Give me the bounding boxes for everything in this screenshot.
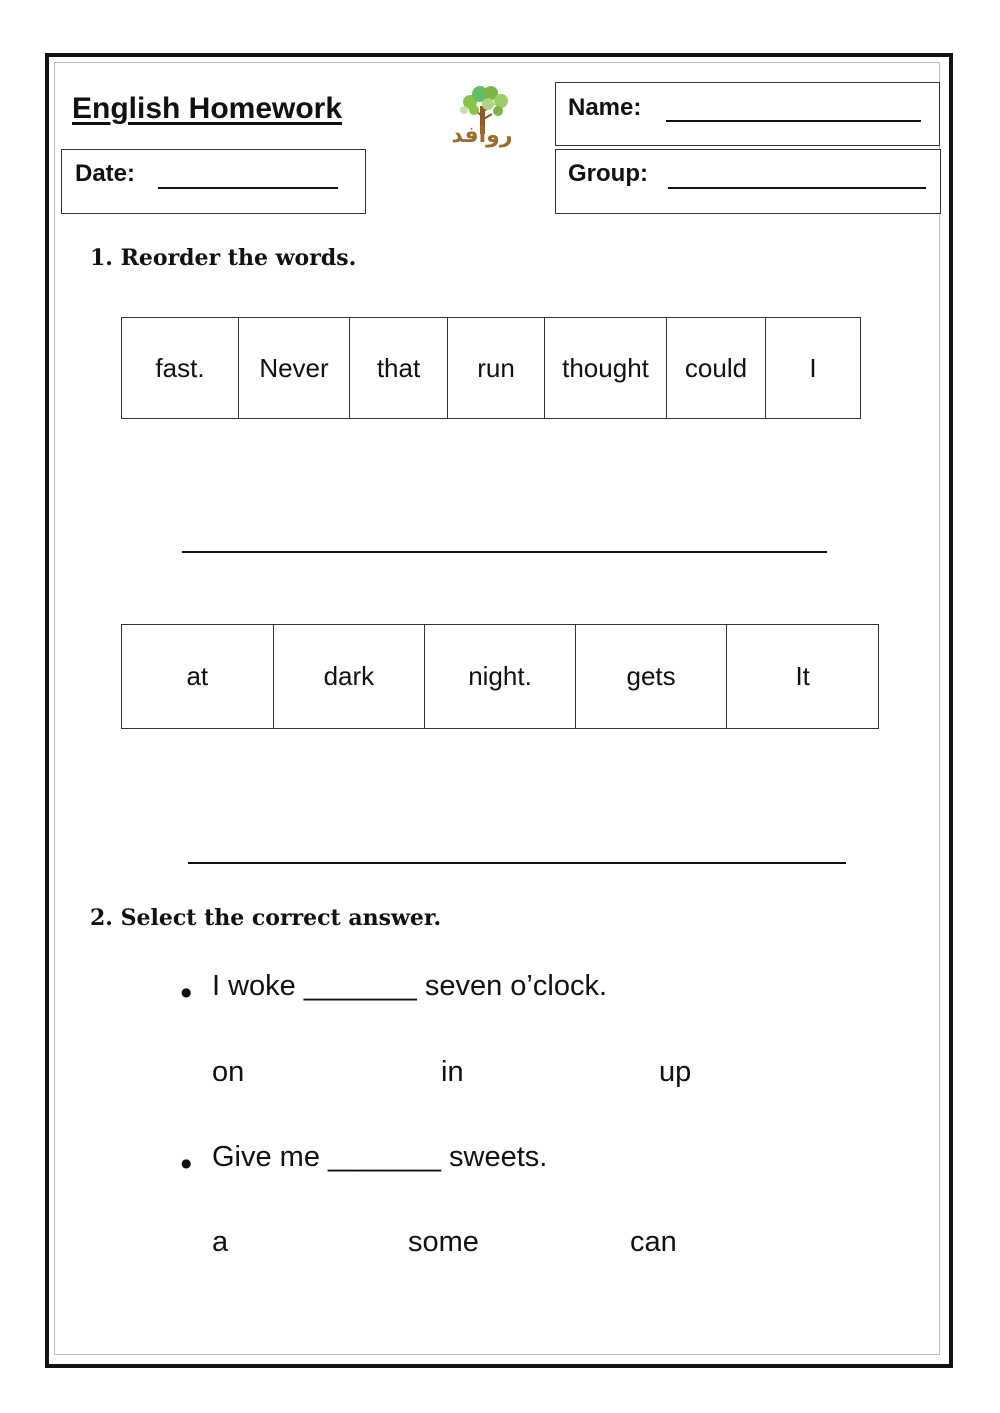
word-cell[interactable]: thought: [545, 318, 667, 418]
word-cell[interactable]: I: [809, 352, 817, 383]
question-1-blank[interactable]: _______: [303, 970, 417, 1002]
question-1-before: I woke: [212, 970, 296, 1002]
word-cell[interactable]: gets: [576, 625, 728, 728]
date-label: Date:: [75, 160, 136, 187]
section-2-heading: 2. Select the correct answer.: [90, 905, 442, 931]
word-cell[interactable]: could: [667, 318, 766, 418]
question-2-before: Give me: [212, 1141, 320, 1173]
bullet-icon: ●: [181, 1156, 192, 1170]
question-2-option-can[interactable]: can: [630, 1226, 677, 1258]
page-title: English Homework: [72, 92, 343, 125]
group-box: [555, 149, 941, 214]
question-2-after: sweets.: [449, 1141, 548, 1173]
section-1-heading: 1. Reorder the words.: [90, 245, 357, 271]
date-field[interactable]: [158, 187, 338, 189]
question-1-option-up[interactable]: up: [659, 1056, 692, 1088]
school-logo: [428, 84, 538, 154]
name-box: [555, 82, 940, 146]
question-2-option-a[interactable]: a: [212, 1226, 229, 1258]
word-row-1: [121, 317, 861, 419]
word-cell[interactable]: at: [122, 625, 274, 728]
word-cell[interactable]: fast.: [122, 318, 239, 418]
word-cell[interactable]: that: [350, 318, 448, 418]
answer-line-2[interactable]: [188, 862, 846, 864]
name-label: Name:: [568, 94, 642, 121]
group-field[interactable]: [668, 187, 926, 189]
date-box: [61, 149, 366, 214]
question-2-blank[interactable]: _______: [328, 1141, 441, 1173]
question-1: [212, 970, 607, 1003]
word-cell[interactable]: It: [795, 661, 810, 691]
word-cell[interactable]: run: [448, 318, 545, 418]
logo-text: روافد: [451, 123, 513, 148]
tree-logo-icon: [428, 84, 538, 154]
question-2: [212, 1141, 547, 1174]
word-cell[interactable]: night.: [425, 625, 576, 728]
answer-line-1[interactable]: [182, 551, 827, 553]
word-cell[interactable]: Never: [239, 318, 350, 418]
question-1-after: seven o’clock.: [424, 970, 608, 1002]
word-row-2: [121, 624, 879, 729]
word-cell[interactable]: dark: [274, 625, 426, 728]
group-label: Group:: [568, 160, 648, 187]
bullet-icon: ●: [181, 985, 192, 999]
question-2-option-some[interactable]: some: [408, 1226, 479, 1258]
question-1-option-in[interactable]: in: [441, 1056, 464, 1088]
question-1-option-on[interactable]: on: [212, 1056, 245, 1088]
name-field[interactable]: [666, 120, 921, 122]
